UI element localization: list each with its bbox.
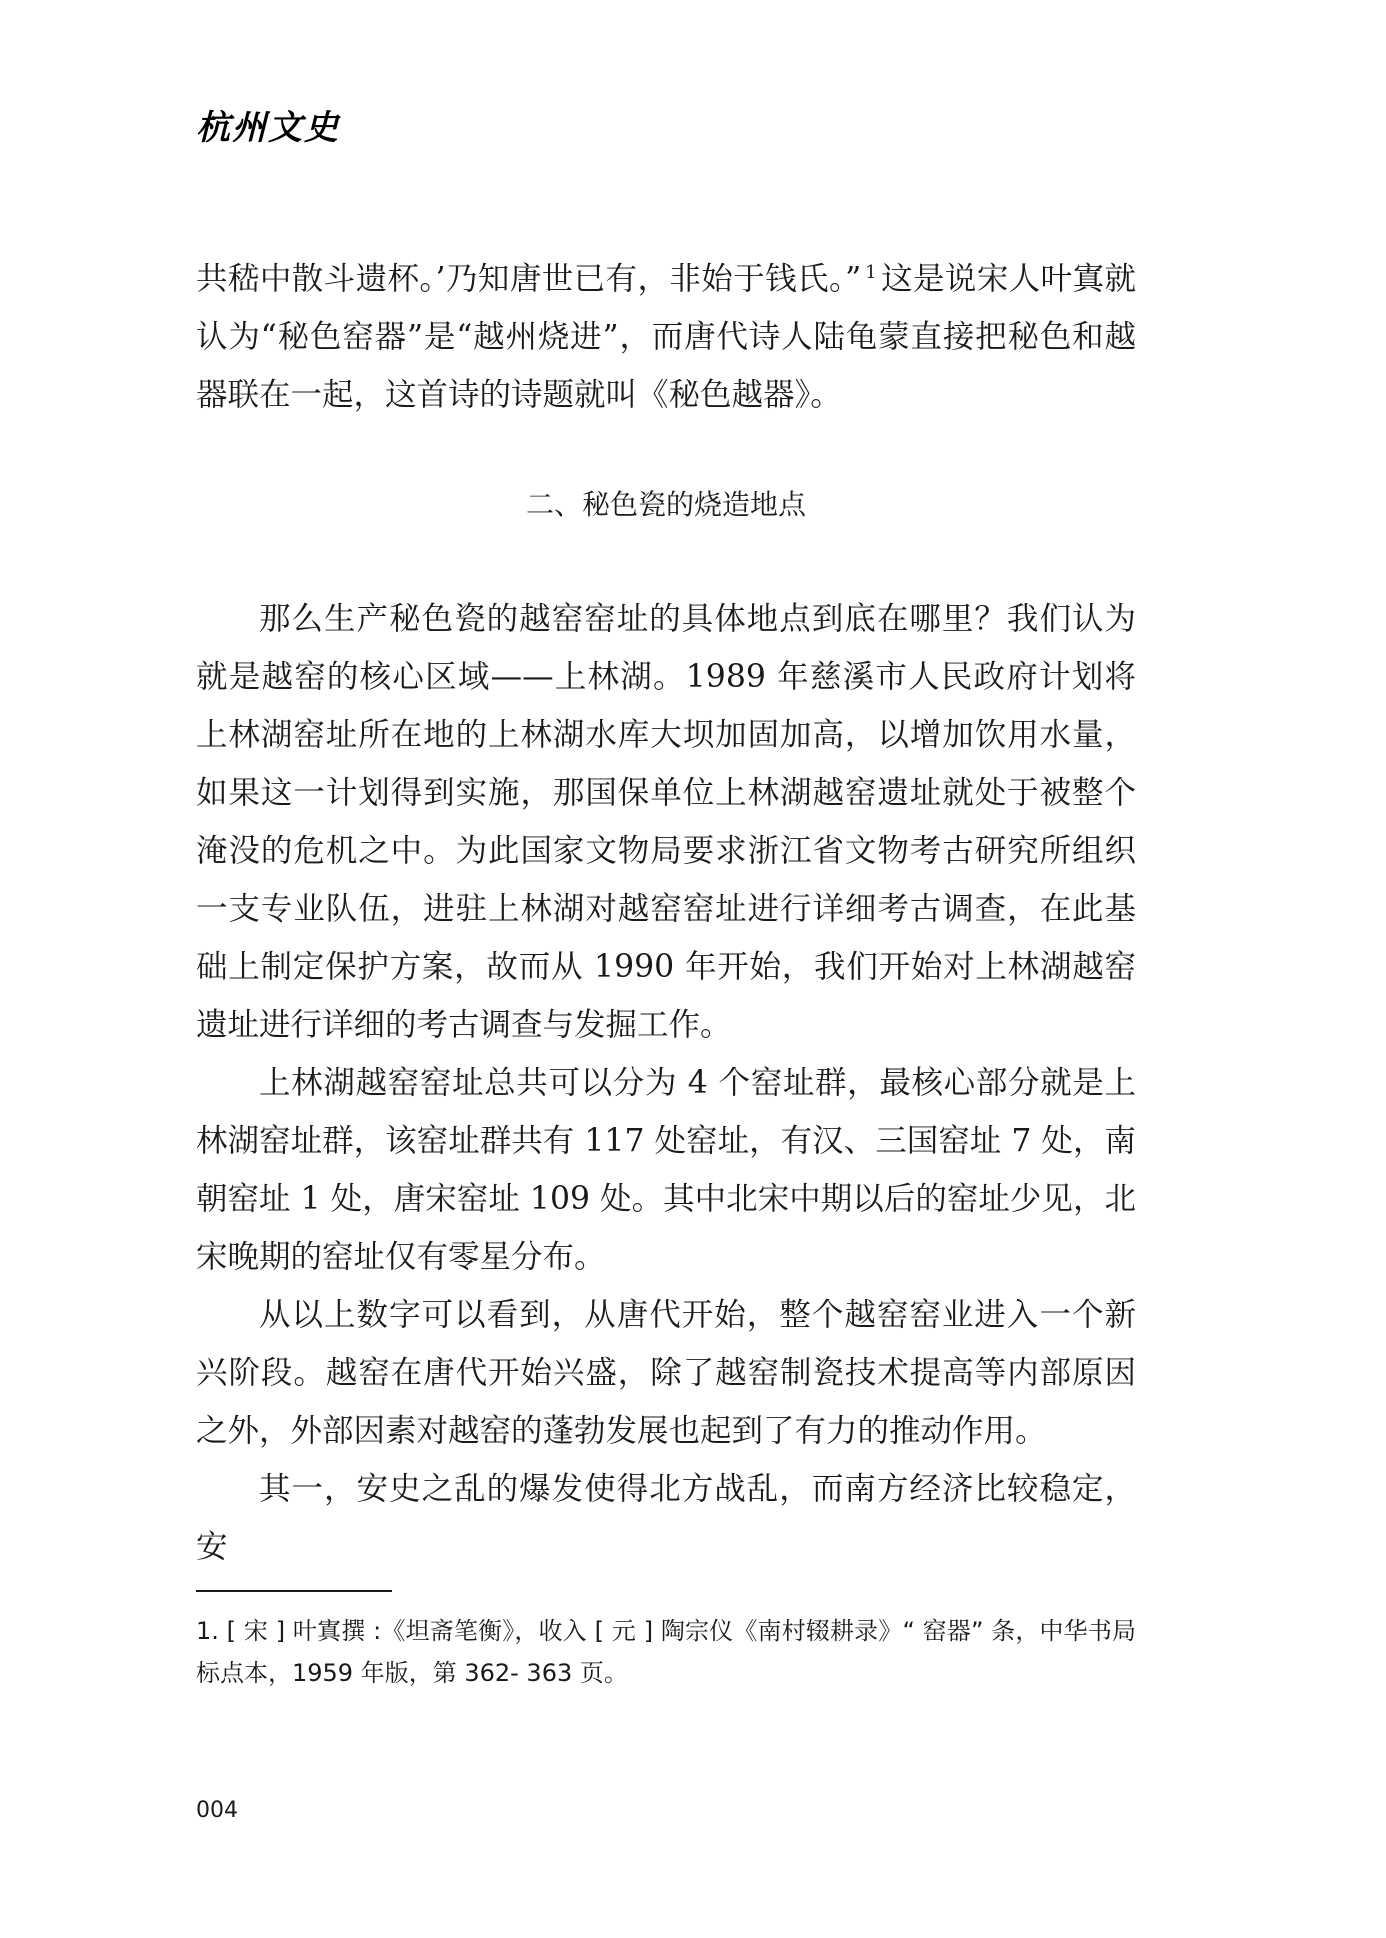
footnote bbox=[196, 1610, 1136, 1694]
body-text-main bbox=[196, 590, 1136, 1576]
footnote-text: 1. [ 宋 ] 叶寘撰 :《坦斋笔衡》，收入 [ 元 ] 陶宗仪《南村辍耕录》“ 窑器” 条，中华书局标点本，1959 年版，第 362- 363 页。 bbox=[196, 1617, 1136, 1687]
paragraph-continuation bbox=[196, 250, 1136, 424]
body-text-top bbox=[196, 250, 1136, 424]
paragraph: 上林湖越窑窑址总共可以分为 4 个窑址群，最核心部分就是上林湖窑址群，该窑址群共有 117 处窑址，有汉、三国窑址 7 处，南朝窑址 1 处，唐宋窑址 109 处。其中北宋中期以后的窑址少见，北宋晚期的窑址仅有零星分布。 bbox=[196, 1065, 1136, 1275]
paragraph: 从以上数字可以看到，从唐代开始，整个越窑窑业进入一个新兴阶段。越窑在唐代开始兴盛，除了越窑制瓷技术提高等内部原因之外，外部因素对越窑的蓬勃发展也起到了有力的推动作用。 bbox=[196, 1297, 1136, 1449]
paragraph-text: 共嵇中散斗遗杯。’乃知唐世已有，非始于钱氏。” bbox=[196, 261, 862, 297]
page-number: 004 bbox=[196, 1798, 238, 1823]
running-head-title: 杭州文史 bbox=[196, 108, 340, 148]
section-heading: 二、秘色瓷的烧造地点 bbox=[525, 488, 806, 521]
paragraph: 那么生产秘色瓷的越窑窑址的具体地点到底在哪里？我们认为就是越窑的核心区域——上林湖。1989 年慈溪市人民政府计划将上林湖窑址所在地的上林湖水库大坝加固加高，以增加饮用水量，如果这一计划得到实施，那国保单位上林湖越窑遗址就处于被整个淹没的危机之中。为此国家文物局要求浙江省文物考古研究所组织一支专业队伍，进驻上林湖对越窑窑址进行详细考古调查，在此基础上制定保护方案，故而从 1990 年开始，我们开始对上林湖越窑遗址进行详细的考古调查与发掘工作。 bbox=[196, 601, 1136, 1043]
paragraph-text: 这是说宋人叶寘就认为“秘色窑器”是“越州烧进”，而唐代诗人陆龟蒙直接把秘色和越器联在一起，这首诗的诗题就叫《秘色越器》。 bbox=[196, 261, 1136, 413]
footnote-divider bbox=[196, 1590, 392, 1592]
paragraph: 其一，安史之乱的爆发使得北方战乱，而南方经济比较稳定，安 bbox=[196, 1471, 1136, 1565]
footnote-reference[interactable]: 1 bbox=[865, 261, 877, 283]
